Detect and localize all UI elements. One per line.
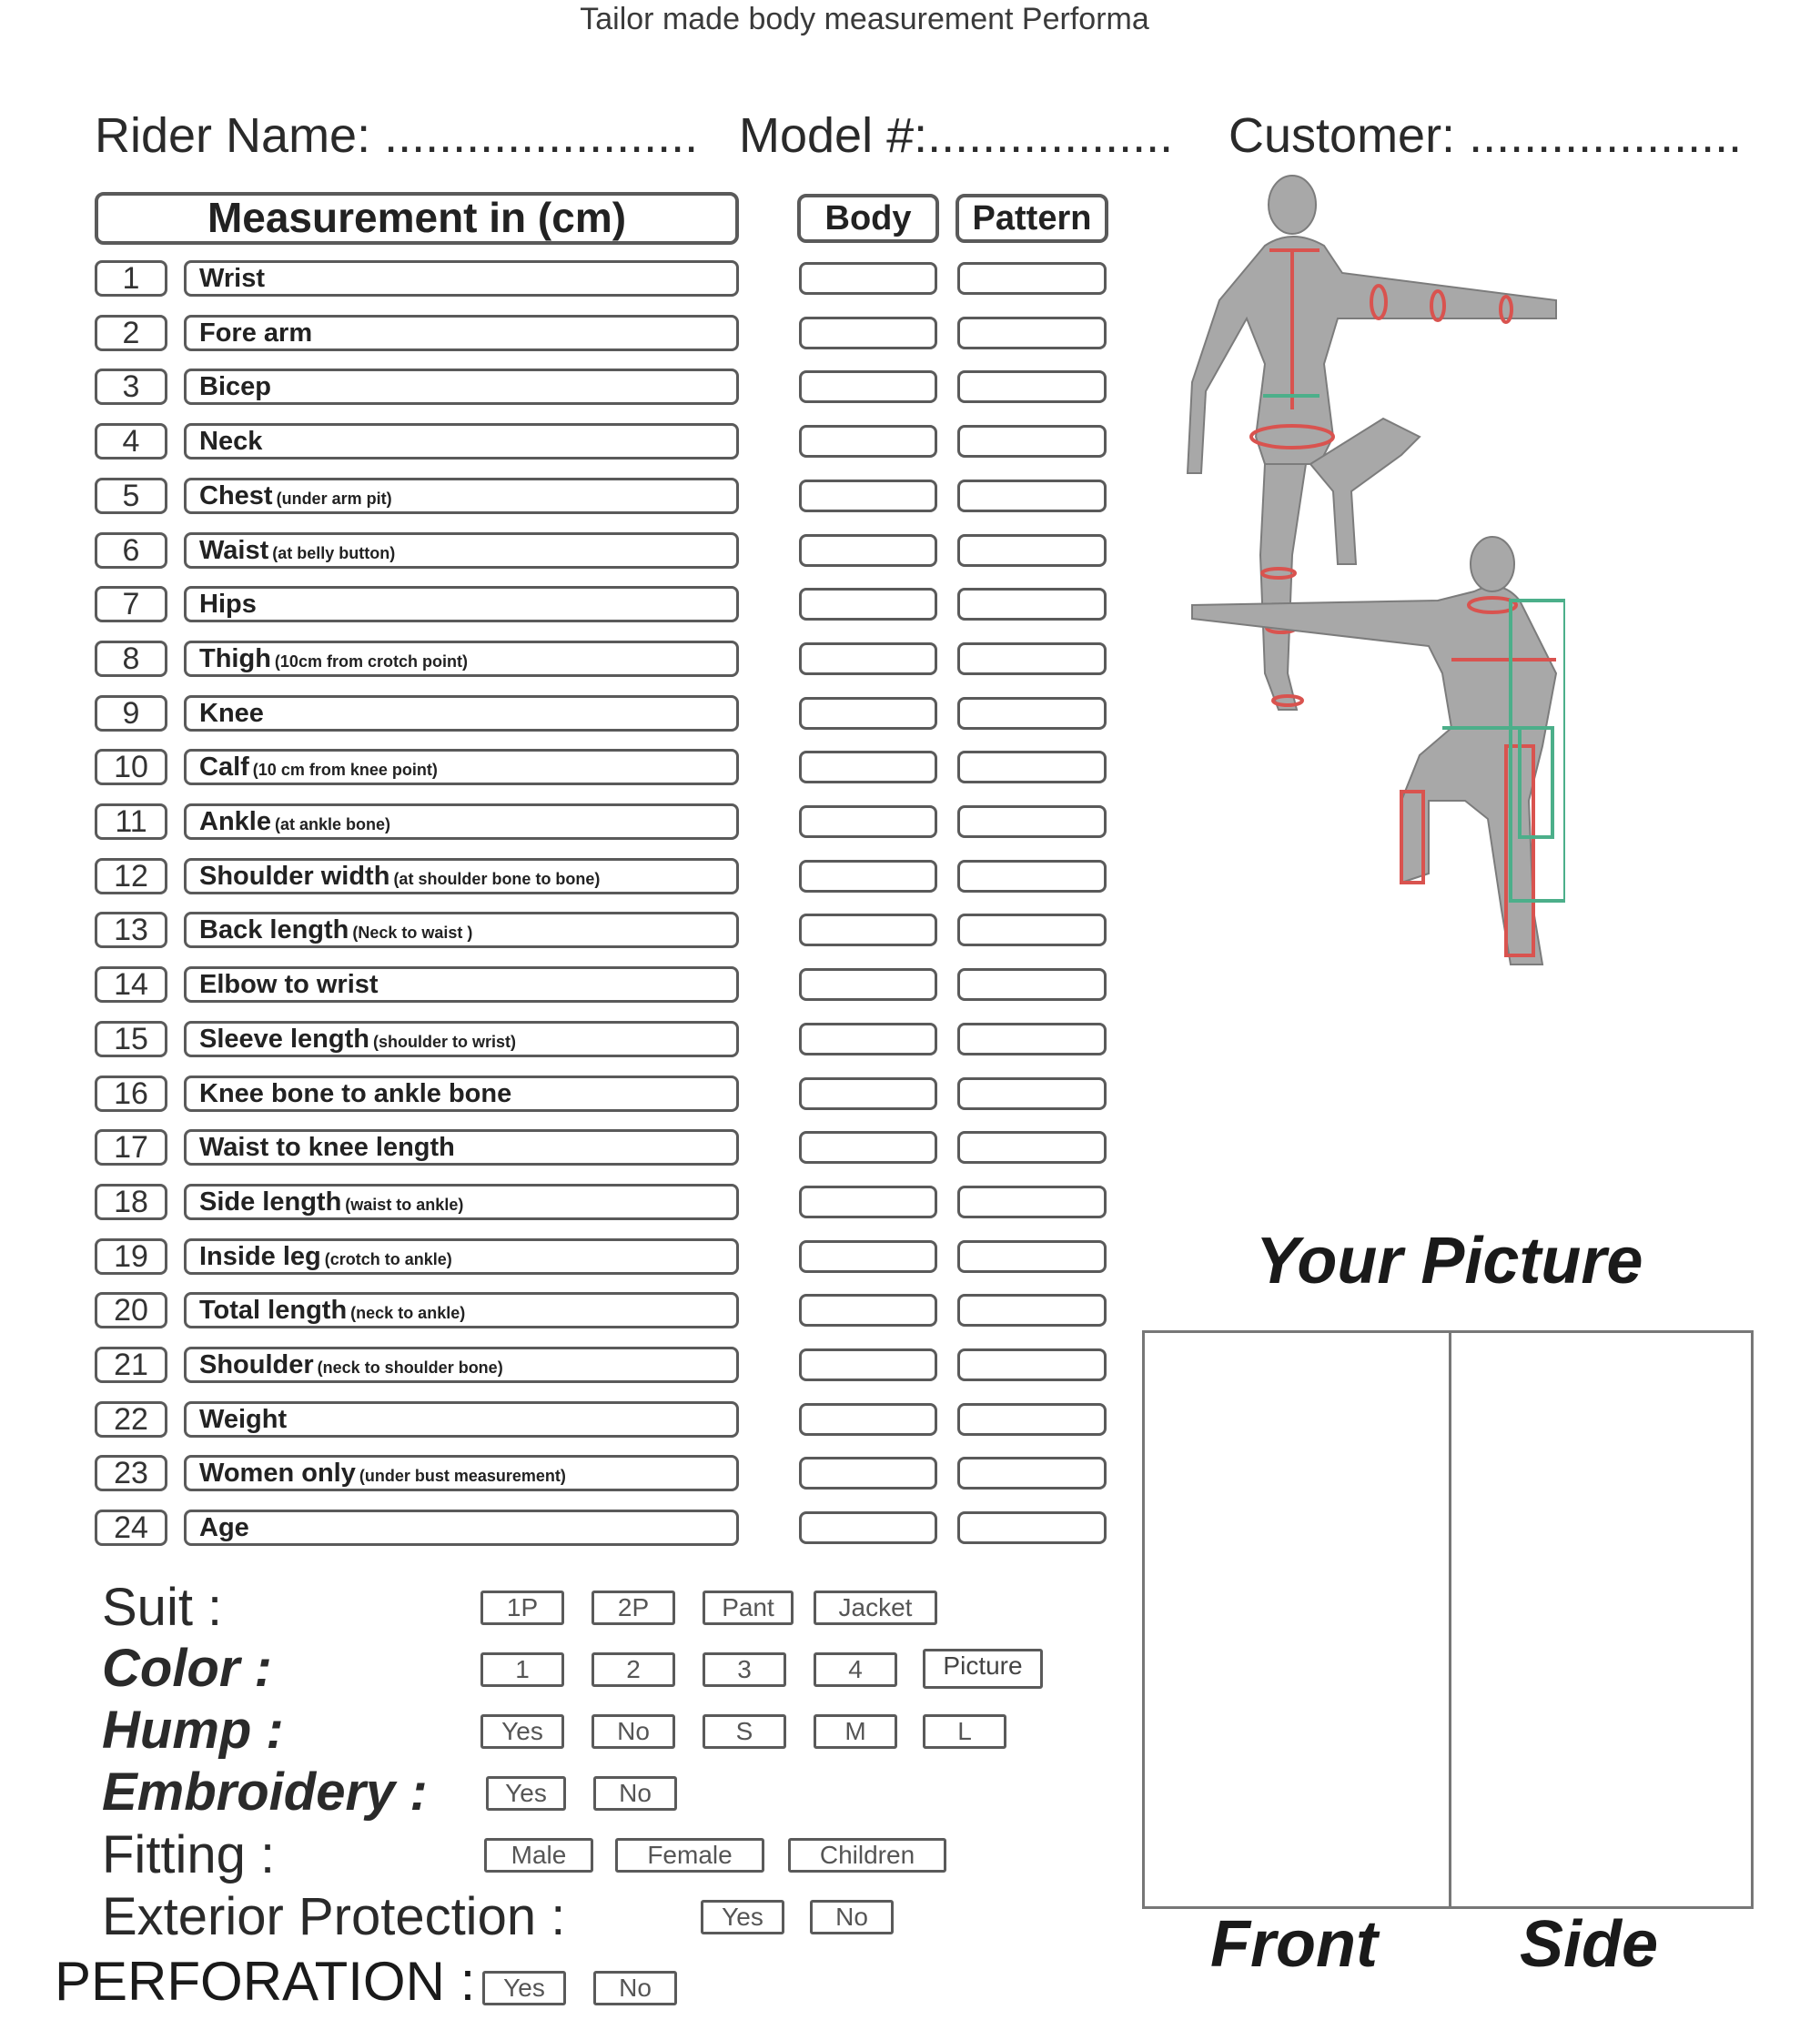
row-number: 6 bbox=[95, 532, 167, 569]
row-label bbox=[184, 586, 739, 622]
pattern-value-input[interactable] bbox=[957, 480, 1107, 512]
hump-option-s[interactable]: S bbox=[703, 1714, 786, 1749]
row-number: 12 bbox=[95, 858, 167, 894]
body-value-input[interactable] bbox=[799, 805, 937, 838]
body-value-input[interactable] bbox=[799, 317, 937, 349]
measurement-row bbox=[0, 1076, 1128, 1116]
pattern-value-input[interactable] bbox=[957, 425, 1107, 458]
perforation-label: PERFORATION : bbox=[55, 1951, 476, 2012]
row-label bbox=[184, 1455, 739, 1491]
measurement-row bbox=[0, 695, 1128, 735]
row-label bbox=[184, 260, 739, 297]
body-value-input[interactable] bbox=[799, 697, 937, 730]
row-label-note: (neck to ankle) bbox=[350, 1304, 466, 1322]
row-number: 7 bbox=[95, 586, 167, 622]
row-label-text: Age bbox=[199, 1513, 249, 1542]
row-label bbox=[184, 641, 739, 677]
color-option-4[interactable]: 4 bbox=[814, 1652, 897, 1687]
perforation-option-no[interactable]: No bbox=[593, 1971, 677, 2005]
body-value-input[interactable] bbox=[799, 425, 937, 458]
row-label-note: (crotch to ankle) bbox=[324, 1250, 452, 1268]
row-label bbox=[184, 1292, 739, 1328]
row-label bbox=[184, 858, 739, 894]
front-view-figure bbox=[1192, 586, 1556, 964]
row-number: 2 bbox=[95, 315, 167, 351]
pattern-value-input[interactable] bbox=[957, 805, 1107, 838]
row-label bbox=[184, 369, 739, 405]
row-number: 24 bbox=[95, 1510, 167, 1546]
row-label-note: (Neck to waist ) bbox=[352, 924, 473, 942]
row-label-note: (at ankle bone) bbox=[274, 815, 391, 833]
measurement-row bbox=[0, 641, 1128, 681]
body-value-input[interactable] bbox=[799, 1403, 937, 1436]
picture-upload-area[interactable] bbox=[1142, 1330, 1754, 1909]
row-label-note: (10 cm from knee point) bbox=[252, 761, 438, 779]
row-label-text: Elbow to wrist bbox=[199, 970, 379, 999]
row-number: 8 bbox=[95, 641, 167, 677]
row-label-note: (neck to shoulder bone) bbox=[317, 1358, 503, 1377]
pattern-value-input[interactable] bbox=[957, 588, 1107, 621]
hump-option-l[interactable]: L bbox=[923, 1714, 1006, 1749]
front-caption: Front bbox=[1210, 1908, 1378, 1981]
row-label-text: Wrist bbox=[199, 264, 265, 293]
suit-option-2p[interactable]: 2P bbox=[592, 1591, 675, 1625]
pattern-value-input[interactable] bbox=[957, 262, 1107, 295]
row-label bbox=[184, 1401, 739, 1438]
row-label-text: Ankle bbox=[199, 807, 271, 836]
pattern-value-input[interactable] bbox=[957, 1457, 1107, 1490]
body-measurement-figures bbox=[1128, 164, 1565, 1101]
row-label-text: Waist bbox=[199, 536, 269, 565]
pattern-column-header: Pattern bbox=[956, 194, 1108, 243]
measurement-row bbox=[0, 315, 1128, 355]
measurement-row bbox=[0, 586, 1128, 626]
row-label-text: Women only bbox=[199, 1459, 356, 1488]
pattern-value-input[interactable] bbox=[957, 1348, 1107, 1381]
row-number: 19 bbox=[95, 1238, 167, 1275]
suit-label: Suit : bbox=[102, 1578, 223, 1637]
row-number: 4 bbox=[95, 423, 167, 460]
pattern-value-input[interactable] bbox=[957, 1186, 1107, 1218]
row-number: 16 bbox=[95, 1076, 167, 1112]
pattern-value-input[interactable] bbox=[957, 1077, 1107, 1110]
row-label-text: Hips bbox=[199, 590, 257, 619]
body-value-input[interactable] bbox=[799, 1348, 937, 1381]
row-label-text: Chest bbox=[199, 481, 273, 510]
row-label-note: (under arm pit) bbox=[276, 490, 392, 508]
color-option-2[interactable]: 2 bbox=[592, 1652, 675, 1687]
pattern-value-input[interactable] bbox=[957, 1403, 1107, 1436]
row-label-note: (at shoulder bone to bone) bbox=[393, 870, 601, 888]
row-number: 22 bbox=[95, 1401, 167, 1438]
pattern-value-input[interactable] bbox=[957, 317, 1107, 349]
body-column-header: Body bbox=[797, 194, 939, 243]
body-value-input[interactable] bbox=[799, 1131, 937, 1164]
body-value-input[interactable] bbox=[799, 588, 937, 621]
pattern-value-input[interactable] bbox=[957, 642, 1107, 675]
measurement-row bbox=[0, 1347, 1128, 1387]
picture-divider bbox=[1449, 1333, 1451, 1906]
fitting-label: Fitting : bbox=[102, 1825, 276, 1884]
measurement-row bbox=[0, 532, 1128, 572]
body-value-input[interactable] bbox=[799, 1457, 937, 1490]
body-value-input[interactable] bbox=[799, 914, 937, 946]
pattern-value-input[interactable] bbox=[957, 751, 1107, 783]
measurement-row bbox=[0, 423, 1128, 463]
row-label-text: Bicep bbox=[199, 372, 271, 401]
hump-label: Hump : bbox=[102, 1701, 284, 1760]
row-label-text: Side length bbox=[199, 1187, 342, 1217]
row-label-note: (shoulder to wrist) bbox=[372, 1033, 516, 1051]
row-label bbox=[184, 803, 739, 840]
embroidery-label: Embroidery : bbox=[102, 1762, 428, 1822]
color-option-picture[interactable]: Picture bbox=[923, 1649, 1043, 1689]
row-label-text: Thigh bbox=[199, 644, 271, 673]
row-label bbox=[184, 966, 739, 1003]
row-label-text: Neck bbox=[199, 427, 263, 456]
row-label bbox=[184, 1184, 739, 1220]
measurement-row bbox=[0, 1455, 1128, 1495]
row-label bbox=[184, 749, 739, 785]
measurement-row bbox=[0, 1021, 1128, 1061]
measurement-row bbox=[0, 1238, 1128, 1278]
row-number: 10 bbox=[95, 749, 167, 785]
exterior-option-yes[interactable]: Yes bbox=[701, 1900, 784, 1934]
embroidery-option-yes[interactable]: Yes bbox=[486, 1776, 566, 1811]
row-number: 20 bbox=[95, 1292, 167, 1328]
row-label-note: (under bust measurement) bbox=[359, 1467, 566, 1485]
row-label bbox=[184, 1510, 739, 1546]
pattern-value-input[interactable] bbox=[957, 1511, 1107, 1544]
pattern-value-input[interactable] bbox=[957, 534, 1107, 567]
your-picture-title: Your Picture bbox=[1256, 1225, 1643, 1298]
row-label-text: Shoulder bbox=[199, 1350, 314, 1379]
row-label-text: Calf bbox=[199, 752, 249, 782]
row-number: 14 bbox=[95, 966, 167, 1003]
row-label-text: Fore arm bbox=[199, 318, 313, 348]
color-label: Color : bbox=[102, 1639, 272, 1698]
body-value-input[interactable] bbox=[799, 1511, 937, 1544]
row-number: 5 bbox=[95, 478, 167, 514]
pattern-value-input[interactable] bbox=[957, 1131, 1107, 1164]
measurement-row bbox=[0, 1184, 1128, 1224]
body-value-input[interactable] bbox=[799, 1077, 937, 1110]
measurement-row bbox=[0, 1292, 1128, 1332]
row-number: 21 bbox=[95, 1347, 167, 1383]
suit-option-1p[interactable]: 1P bbox=[480, 1591, 564, 1625]
body-value-input[interactable] bbox=[799, 1023, 937, 1055]
row-label-text: Shoulder width bbox=[199, 862, 390, 891]
pattern-value-input[interactable] bbox=[957, 1294, 1107, 1327]
suit-option-jacket[interactable]: Jacket bbox=[814, 1591, 937, 1625]
suit-option-pant[interactable]: Pant bbox=[703, 1591, 794, 1625]
color-option-1[interactable]: 1 bbox=[480, 1652, 564, 1687]
body-value-input[interactable] bbox=[799, 642, 937, 675]
row-label bbox=[184, 478, 739, 514]
measurement-row bbox=[0, 966, 1128, 1006]
row-label bbox=[184, 695, 739, 732]
row-label bbox=[184, 912, 739, 948]
row-label-note: (10cm from crotch point) bbox=[274, 652, 468, 671]
row-number: 9 bbox=[95, 695, 167, 732]
row-label-note: (waist to ankle) bbox=[345, 1196, 464, 1214]
row-number: 17 bbox=[95, 1129, 167, 1166]
body-value-input[interactable] bbox=[799, 1186, 937, 1218]
row-number: 1 bbox=[95, 260, 167, 297]
row-label bbox=[184, 1238, 739, 1275]
form-title: Tailor made body measurement Performa bbox=[580, 2, 1149, 36]
pattern-value-input[interactable] bbox=[957, 914, 1107, 946]
embroidery-option-no[interactable]: No bbox=[593, 1776, 677, 1811]
row-label bbox=[184, 423, 739, 460]
body-value-input[interactable] bbox=[799, 262, 937, 295]
measurement-row bbox=[0, 1510, 1128, 1550]
row-number: 11 bbox=[95, 803, 167, 840]
body-value-input[interactable] bbox=[799, 1240, 937, 1273]
row-label bbox=[184, 1076, 739, 1112]
side-caption: Side bbox=[1520, 1908, 1659, 1981]
row-number: 13 bbox=[95, 912, 167, 948]
fitting-option-children[interactable]: Children bbox=[788, 1838, 946, 1873]
row-label-text: Waist to knee length bbox=[199, 1133, 455, 1162]
measurement-header: Measurement in (cm) bbox=[95, 192, 739, 245]
pattern-value-input[interactable] bbox=[957, 860, 1107, 893]
perforation-option-yes[interactable]: Yes bbox=[482, 1971, 566, 2005]
row-label-text: Sleeve length bbox=[199, 1025, 369, 1054]
row-number: 23 bbox=[95, 1455, 167, 1491]
body-value-input[interactable] bbox=[799, 968, 937, 1001]
measurement-row bbox=[0, 749, 1128, 789]
hump-option-m[interactable]: M bbox=[814, 1714, 897, 1749]
row-label-note: (at belly button) bbox=[272, 544, 396, 562]
row-number: 18 bbox=[95, 1184, 167, 1220]
row-label-text: Inside leg bbox=[199, 1242, 321, 1271]
color-option-3[interactable]: 3 bbox=[703, 1652, 786, 1687]
row-label bbox=[184, 315, 739, 351]
measurement-row bbox=[0, 1129, 1128, 1169]
measurement-row bbox=[0, 478, 1128, 518]
hump-option-yes[interactable]: Yes bbox=[480, 1714, 564, 1749]
fitting-option-female[interactable]: Female bbox=[615, 1838, 764, 1873]
measurement-row bbox=[0, 912, 1128, 952]
pattern-value-input[interactable] bbox=[957, 370, 1107, 403]
row-label-text: Knee bone to ankle bone bbox=[199, 1079, 512, 1108]
row-label bbox=[184, 1129, 739, 1166]
row-label bbox=[184, 1021, 739, 1057]
measurement-row bbox=[0, 260, 1128, 300]
pattern-value-input[interactable] bbox=[957, 968, 1107, 1001]
body-value-input[interactable] bbox=[799, 751, 937, 783]
row-label-text: Total length bbox=[199, 1296, 348, 1325]
row-label-text: Knee bbox=[199, 699, 264, 728]
row-number: 3 bbox=[95, 369, 167, 405]
hump-option-no[interactable]: No bbox=[592, 1714, 675, 1749]
measurement-row bbox=[0, 858, 1128, 898]
pattern-value-input[interactable] bbox=[957, 697, 1107, 730]
body-value-input[interactable] bbox=[799, 860, 937, 893]
body-value-input[interactable] bbox=[799, 534, 937, 567]
pattern-value-input[interactable] bbox=[957, 1023, 1107, 1055]
measurement-row bbox=[0, 369, 1128, 409]
body-value-input[interactable] bbox=[799, 370, 937, 403]
body-value-input[interactable] bbox=[799, 480, 937, 512]
row-label-text: Back length bbox=[199, 915, 349, 944]
measurement-row bbox=[0, 803, 1128, 843]
model-number-field[interactable]: Model #:.................. bbox=[739, 108, 1174, 163]
exterior-protection-label: Exterior Protection : bbox=[102, 1887, 566, 1946]
fitting-option-male[interactable]: Male bbox=[484, 1838, 593, 1873]
front-view-head bbox=[1471, 537, 1514, 591]
measurement-row bbox=[0, 1401, 1128, 1441]
row-number: 15 bbox=[95, 1021, 167, 1057]
body-value-input[interactable] bbox=[799, 1294, 937, 1327]
pattern-value-input[interactable] bbox=[957, 1240, 1107, 1273]
row-label bbox=[184, 1347, 739, 1383]
row-label bbox=[184, 532, 739, 569]
customer-field[interactable]: Customer: .................... bbox=[1228, 108, 1743, 163]
exterior-option-no[interactable]: No bbox=[810, 1900, 894, 1934]
rider-name-field[interactable]: Rider Name: ....................... bbox=[95, 108, 699, 163]
row-label-text: Weight bbox=[199, 1405, 288, 1434]
